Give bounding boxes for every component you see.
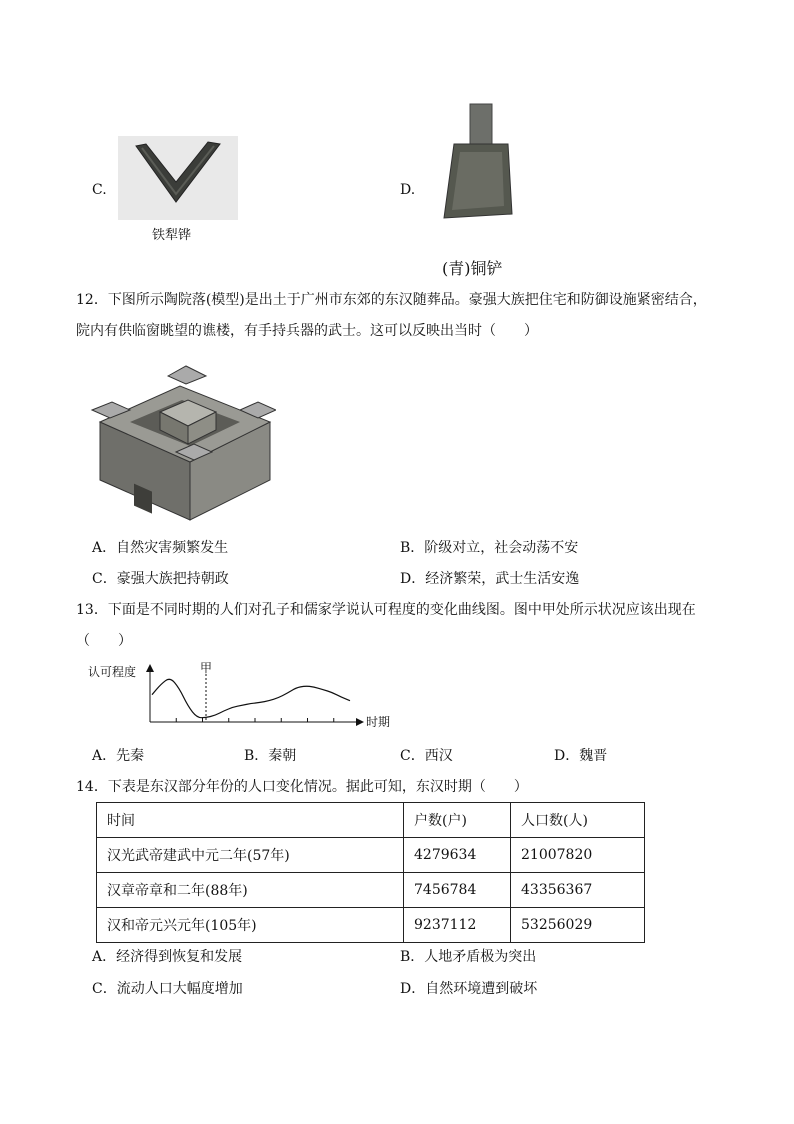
iron-plowshare-photo [118, 136, 238, 220]
chart-xlabel: 时期 [366, 715, 391, 729]
q13-option-b[interactable]: B．秦朝 [244, 748, 297, 764]
q14-stem-line1: 14．下表是东汉部分年份的人口变化情况。据此可知，东汉时期（ ） [76, 779, 528, 795]
q12-option-b[interactable]: B．阶级对立，社会动荡不安 [400, 540, 579, 556]
q12-option-d[interactable]: D．经济繁荣，武士生活安逸 [400, 571, 580, 587]
bronze-shovel-caption: (青)铜铲 [442, 259, 503, 278]
q13-option-d[interactable]: D．魏晋 [554, 748, 608, 764]
table-row [97, 873, 645, 908]
option-d-letter: D. [400, 182, 416, 198]
q12-option-a[interactable]: A．自然灾害频繁发生 [92, 540, 229, 556]
q14-option-d[interactable]: D．自然环境遭到破坏 [400, 981, 538, 997]
table-cell: 汉和帝元兴元年(105年) [97, 908, 404, 943]
table-cell: 7456784 [404, 873, 511, 908]
chart-y-arrow [146, 664, 154, 672]
table-cell: 汉章帝章和二年(88年) [97, 873, 404, 908]
chart-ylabel: 认可程度 [88, 665, 137, 679]
q12-option-c[interactable]: C．豪强大族把持朝政 [92, 571, 229, 587]
q14-option-a[interactable]: A．经济得到恢复和发展 [92, 949, 243, 965]
table-row [97, 908, 645, 943]
q13-stem-line2: （ ） [76, 633, 132, 649]
table-row [97, 838, 645, 873]
pottery-courtyard-model-photo [90, 352, 276, 524]
q14-option-c[interactable]: C．流动人口大幅度增加 [92, 981, 243, 997]
table-cell: 9237112 [404, 908, 511, 943]
q14-option-b[interactable]: B．人地矛盾极为突出 [400, 949, 537, 965]
population-table [96, 802, 645, 943]
table-header-cell: 户数(户) [404, 803, 511, 838]
table-header-cell: 人口数(人) [511, 803, 645, 838]
chart-x-arrow [356, 718, 364, 726]
bronze-shovel-photo [430, 102, 530, 222]
table-cell: 4279634 [404, 838, 511, 873]
option-c-letter: C. [92, 182, 107, 198]
chart-annotation-label: 甲 [200, 661, 213, 675]
table-cell: 53256029 [511, 908, 645, 943]
iron-plowshare-caption: 铁犁铧 [152, 228, 192, 243]
q13-option-a[interactable]: A．先秦 [92, 748, 145, 764]
q13-option-c[interactable]: C．西汉 [400, 748, 453, 764]
acceptance-curve-chart [88, 660, 408, 732]
q13-stem-line1: 13．下面是不同时期的人们对孔子和儒家学说认可程度的变化曲线图。图中甲处所示状况应该出现在 [76, 602, 696, 618]
chart-series-line [152, 679, 350, 717]
table-header-row [97, 803, 645, 838]
q12-stem-line1: 12．下图所示陶院落(模型)是出土于广州市东郊的东汉随葬品。豪强大族把住宅和防御设施紧密结合， [76, 292, 707, 308]
table-header-cell: 时间 [97, 803, 404, 838]
table-cell: 汉光武帝建武中元二年(57年) [97, 838, 404, 873]
table-cell: 21007820 [511, 838, 645, 873]
q12-stem-line2: 院内有供临窗眺望的谯楼，有手持兵器的武士。这可以反映出当时（ ） [76, 323, 538, 339]
table-cell: 43356367 [511, 873, 645, 908]
